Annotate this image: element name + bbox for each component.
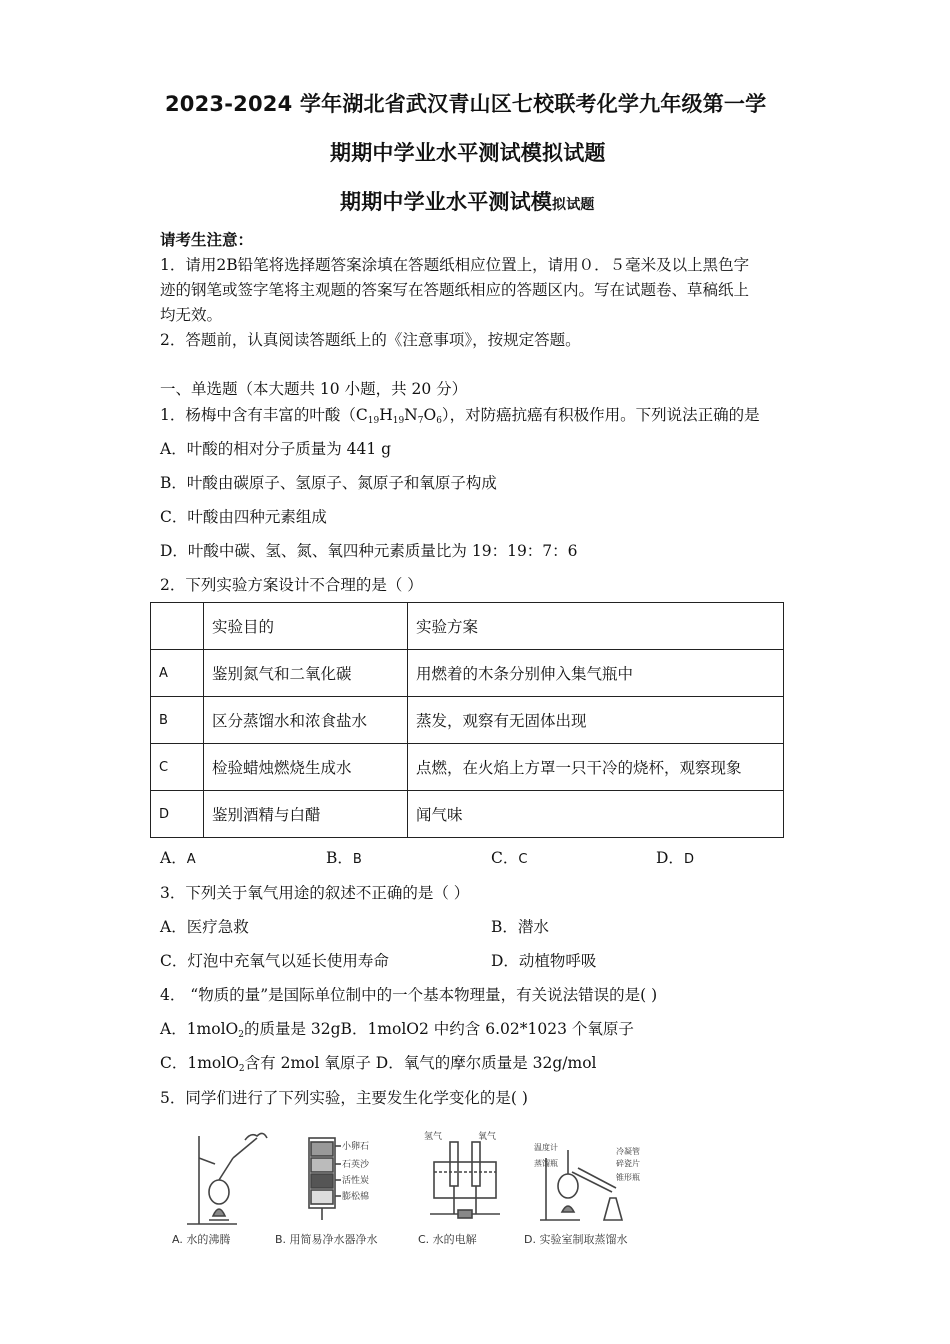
question-3-option-b: B．潜水: [491, 918, 549, 936]
formula-element: O: [423, 406, 437, 424]
option-letter: C: [518, 852, 528, 867]
option-prefix: C．: [491, 849, 519, 867]
option-prefix: B．: [326, 849, 353, 867]
formula-element: N: [404, 406, 418, 424]
question-4-options-ab: [160, 1017, 634, 1040]
formula-element: H: [379, 406, 393, 424]
table-header-row: [151, 603, 784, 650]
figure-label: 小卵石: [342, 1142, 370, 1152]
figure-caption-d: D. 实验室制取蒸馏水: [524, 1233, 628, 1246]
figure-water-purifier: [297, 1128, 377, 1228]
table-row: [151, 697, 784, 744]
notice-item: 2．答题前，认真阅读答题纸上的《注意事项》，按规定答题。: [160, 331, 581, 349]
question-1-option-b: B．叶酸由碳原子、氢原子、氮原子和氧原子构成: [160, 474, 497, 492]
table-header-cell: 实验目的: [204, 603, 408, 650]
title-line-3-small: 拟试题: [552, 197, 595, 213]
table-row: [151, 791, 784, 838]
table-row: [151, 744, 784, 791]
table-header-cell: [151, 603, 204, 650]
notice-item: 均无效。: [160, 306, 223, 324]
question-2-table: [150, 602, 784, 838]
option-text: 的质量是 32gB．1molO2 中约含 6.02*1023 个氧原子: [243, 1020, 634, 1038]
table-cell: 闻气味: [408, 791, 784, 838]
figure-label: 锥形瓶: [616, 1173, 640, 1182]
table-cell: 点燃，在火焰上方罩一只干冷的烧杯，观察现象: [408, 744, 784, 791]
table-cell: 蒸发，观察有无固体出现: [408, 697, 784, 744]
formula-sub: 19: [367, 416, 380, 426]
option-text: A．1molO: [160, 1020, 239, 1038]
table-cell: 鉴别氮气和二氧化碳: [204, 650, 408, 697]
question-2-option-c: [491, 846, 527, 868]
question-1-option-c: C．叶酸由四种元素组成: [160, 508, 327, 526]
table-header-cell: 实验方案: [408, 603, 784, 650]
question-1-stem-end: ），对防癌抗癌有积极作用。下列说法正确的是: [441, 406, 760, 424]
table-cell: 鉴别酒精与白醋: [204, 791, 408, 838]
question-1-stem-start: 1．杨梅中含有丰富的叶酸（C: [160, 406, 368, 424]
figure-label: 膨松棉: [342, 1192, 370, 1202]
option-text: C．1molO: [160, 1054, 239, 1072]
table-cell: 区分蒸馏水和浓食盐水: [204, 697, 408, 744]
question-2-option-a: [160, 846, 196, 868]
question-3-option-d: D．动植物呼吸: [491, 952, 597, 970]
table-cell: 用燃着的木条分别伸入集气瓶中: [408, 650, 784, 697]
question-1-option-d: D．叶酸中碳、氢、氮、氧四种元素质量比为 19：19：7：6: [160, 542, 578, 560]
table-cell: D: [151, 791, 204, 838]
question-3-stem: 3．下列关于氧气用途的叙述不正确的是（ ）: [160, 884, 470, 902]
question-5-stem: 5．同学们进行了下列实验，主要发生化学变化的是( ): [160, 1089, 528, 1107]
figure-label: 石英沙: [342, 1160, 370, 1170]
option-letter: D: [683, 852, 694, 867]
table-cell: 检验蜡烛燃烧生成水: [204, 744, 408, 791]
figure-label: 氢气: [424, 1132, 443, 1142]
formula-sub: 7: [417, 416, 424, 426]
figure-caption-c: C. 水的电解: [418, 1233, 477, 1246]
formula-sub: 2: [238, 1030, 244, 1040]
option-text: 含有 2mol 氧原子 D．氧气的摩尔质量是 32g/mol: [244, 1054, 597, 1072]
option-prefix: A．: [160, 849, 187, 867]
page-title-line-1: 2023-2024 学年湖北省武汉青山区七校联考化学九年级第一学: [165, 92, 767, 116]
page-title-line-3: [340, 186, 595, 216]
figure-label: 温度计: [534, 1143, 558, 1152]
notice-heading: 请考生注意：: [160, 230, 254, 249]
figure-caption-b: B. 用简易净水器净水: [275, 1233, 378, 1246]
formula-sub: 19: [392, 416, 405, 426]
table-row: [151, 650, 784, 697]
question-2-option-b: [326, 846, 362, 868]
figure-label: 氧气: [478, 1132, 497, 1142]
question-3-option-c: C．灯泡中充氧气以延长使用寿命: [160, 952, 389, 970]
table-cell: A: [151, 650, 204, 697]
figure-caption-a: A. 水的沸腾: [172, 1233, 231, 1246]
formula-sub: 2: [238, 1064, 245, 1074]
page-title-line-2: 期期中学业水平测试模拟试题: [330, 141, 606, 165]
figure-label: 活性炭: [342, 1176, 370, 1186]
formula-sub: 6: [436, 416, 442, 426]
notice-item: 1．请用2B铅笔将选择题答案涂填在答题纸相应位置上，请用０．５毫米及以上黑色字: [160, 256, 750, 274]
option-prefix: D．: [656, 849, 684, 867]
option-letter: B: [352, 852, 362, 867]
title-line-3-main: 期期中学业水平测试模: [340, 190, 552, 214]
figure-water-electrolysis: [420, 1128, 510, 1228]
question-1-stem: [160, 403, 760, 426]
question-4-options-cd: [160, 1051, 597, 1074]
figure-water-boiling: [175, 1128, 270, 1228]
question-1-option-a: A．叶酸的相对分子质量为 441 g: [160, 440, 392, 458]
table-cell: C: [151, 744, 204, 791]
figure-label: 碎瓷片: [616, 1159, 640, 1168]
figure-label: 冷凝管: [616, 1147, 640, 1156]
table-cell: B: [151, 697, 204, 744]
figure-distillation: [530, 1128, 650, 1228]
option-letter: A: [186, 852, 196, 867]
question-2-stem: 2．下列实验方案设计不合理的是（ ）: [160, 576, 423, 594]
section-heading: 一、单选题（本大题共 10 小题，共 20 分）: [160, 380, 468, 398]
question-4-stem: 4． “物质的量”是国际单位制中的一个基本物理量，有关说法错误的是( ): [160, 986, 658, 1004]
notice-item: 迹的钢笔或签字笔将主观题的答案写在答题纸相应的答题区内。写在试题卷、草稿纸上: [160, 281, 750, 299]
question-3-option-a: A．医疗急救: [160, 918, 249, 936]
question-2-option-d: [656, 846, 694, 868]
figure-label: 蒸馏瓶: [534, 1159, 558, 1168]
